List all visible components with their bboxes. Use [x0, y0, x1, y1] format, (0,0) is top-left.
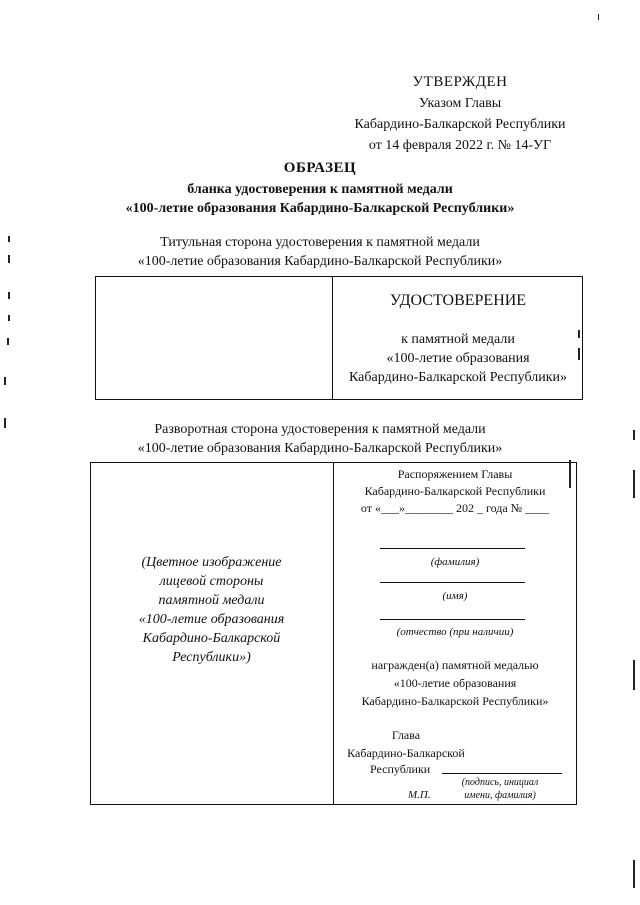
head-line1: Глава	[391, 728, 421, 742]
image-note-line3: памятной медали	[158, 593, 265, 608]
scan-mark	[633, 430, 635, 440]
approval-date: от 14 февраля 2022 г. № 14-УГ	[368, 138, 552, 153]
medal-image-placeholder	[90, 553, 333, 667]
name-hint: (имя)	[442, 590, 468, 602]
awarded-block	[334, 656, 576, 710]
scan-mark	[578, 348, 580, 360]
image-note-line6: Республики»)	[172, 650, 251, 665]
awarded-line1: награжден(а) памятной медалью	[371, 658, 539, 672]
signature-hint-line1: (подпись, инициал	[461, 777, 539, 788]
front-medal-line3: Кабардино-Балкарской Республики»	[349, 370, 567, 385]
front-caption	[0, 233, 640, 271]
name-line	[380, 582, 525, 583]
head-line3: Республики	[370, 762, 431, 776]
scan-mark	[4, 377, 6, 385]
order-block	[334, 466, 576, 517]
scan-mark	[598, 14, 599, 20]
signature-hint-line2: имени, фамилия)	[464, 790, 536, 801]
awarded-line3: Кабардино-Балкарской Республики»	[361, 694, 549, 708]
sample-subtitle-line2: «100-летие образования Кабардино-Балкарской Республики»	[125, 201, 515, 216]
image-note-line2: лицевой стороны	[159, 574, 264, 589]
signature-line	[442, 773, 562, 774]
head-signature-block	[336, 726, 476, 762]
back-caption	[0, 420, 640, 458]
approval-block	[330, 72, 590, 156]
certificate-heading: УДОСТОВЕРЕНИЕ	[389, 292, 527, 309]
scan-mark	[578, 330, 580, 338]
head-line2: Кабардино-Балкарской	[347, 746, 465, 760]
scan-mark	[8, 315, 10, 321]
sample-subtitle	[0, 180, 640, 218]
scan-mark	[633, 860, 635, 888]
scan-mark	[7, 338, 9, 345]
approval-republic: Кабардино-Балкарской Республики	[354, 117, 566, 132]
front-medal-line1: к памятной медали	[401, 332, 515, 347]
scan-mark	[8, 255, 10, 263]
awarded-line2: «100-летие образования	[393, 676, 517, 690]
front-caption-line2: «100-летие образования Кабардино-Балкарской Республики»	[137, 254, 503, 269]
surname-line	[380, 548, 525, 549]
back-caption-line2: «100-летие образования Кабардино-Балкарской Республики»	[137, 441, 503, 456]
image-note-line4: «100-летие образования	[138, 612, 285, 627]
order-line3: от «___»________ 202 _ года № ____	[360, 501, 550, 515]
signature-hint	[450, 776, 550, 802]
image-note-line5: Кабардино-Балкарской	[142, 631, 281, 646]
sample-title: ОБРАЗЕЦ	[283, 160, 357, 176]
front-medal-text	[333, 330, 583, 387]
approval-decree: Указом Главы	[418, 96, 502, 111]
image-note-line1: (Цветное изображение	[141, 555, 282, 570]
sample-subtitle-line1: бланка удостоверения к памятной медали	[187, 182, 453, 197]
patronymic-hint: (отчество (при наличии)	[396, 626, 514, 638]
surname-hint: (фамилия)	[430, 556, 480, 568]
scan-mark	[633, 660, 635, 690]
order-line2: Кабардино-Балкарской Республики	[364, 484, 546, 498]
order-line1: Распоряжением Главы	[397, 467, 513, 481]
front-medal-line2: «100-летие образования	[386, 351, 530, 366]
front-caption-line1: Титульная сторона удостоверения к памятной медали	[160, 235, 480, 250]
patronymic-line	[380, 619, 525, 620]
scan-mark	[8, 236, 10, 242]
scan-mark	[633, 470, 635, 498]
scan-mark	[8, 292, 10, 299]
scan-mark	[4, 418, 6, 428]
approval-title: УТВЕРЖДЕН	[412, 74, 508, 90]
back-caption-line1: Разворотная сторона удостоверения к памятной медали	[154, 422, 486, 437]
seal-label: М.П.	[408, 789, 431, 801]
scan-mark	[569, 460, 571, 488]
